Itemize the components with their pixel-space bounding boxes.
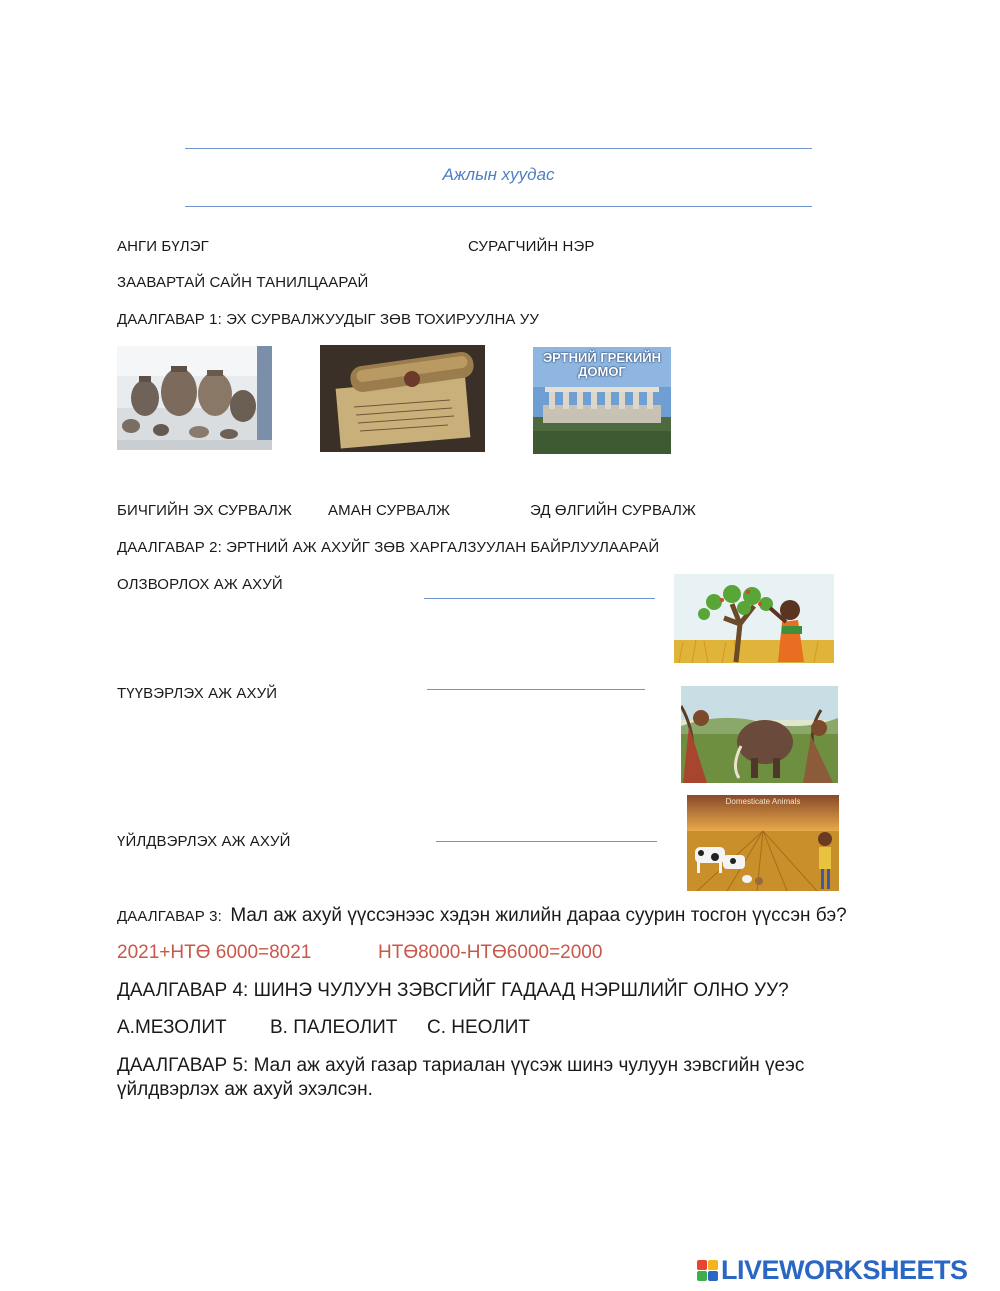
logo-square-1	[697, 1260, 707, 1270]
header-top-rule	[185, 148, 812, 149]
task3-answer-2: НТӨ8000-НТӨ6000=2000	[378, 942, 603, 963]
liveworksheets-logo-icon	[697, 1260, 718, 1281]
task4-option-a[interactable]: А.МЕЗОЛИТ	[117, 1017, 227, 1038]
economy-production-label: ҮЙЛДВЭРЛЭХ АЖ АХУЙ	[117, 833, 291, 850]
logo-square-3	[697, 1271, 707, 1281]
farming-image[interactable]	[687, 795, 839, 891]
task3-label: ДААЛГАВАР 3:	[117, 908, 222, 925]
book-title-text: ЭРТНИЙ ГРЕКИЙН ДОМОГ	[542, 350, 662, 379]
task5-line-1: ДААЛГАВАР 5: Мал аж ахуй газар тариалан үүсэж шинэ чулуун зэвсгийн үеэс	[117, 1055, 805, 1076]
instruction-text: ЗААВАРТАЙ САЙН ТАНИЛЦААРАЙ	[117, 274, 369, 291]
task3-row	[117, 905, 847, 927]
answer-line-3[interactable]	[436, 841, 657, 842]
student-name-label: СУРАГЧИЙН НЭР	[468, 238, 595, 255]
pottery-image[interactable]	[117, 346, 272, 450]
task4-option-c[interactable]: С. НЕОЛИТ	[427, 1017, 530, 1038]
task4-option-b[interactable]: В. ПАЛЕОЛИТ	[270, 1017, 398, 1038]
economy-gathering-label: ТҮҮВЭРЛЭХ АЖ АХУЙ	[117, 685, 278, 702]
logo-square-2	[708, 1260, 718, 1270]
task2-title: ДААЛГАВАР 2: ЭРТНИЙ АЖ АХУЙГ ЗӨВ ХАРГАЛЗУУЛАН БАЙРЛУУЛААРАЙ	[117, 539, 660, 556]
task3-answer-1: 2021+НТӨ 6000=8021	[117, 942, 312, 963]
answer-line-2[interactable]	[427, 689, 645, 690]
gathering-image[interactable]	[674, 574, 834, 663]
header-bottom-rule	[185, 206, 812, 207]
liveworksheets-logo[interactable]	[697, 1253, 997, 1287]
source-label-oral: АМАН СУРВАЛЖ	[328, 502, 451, 519]
answer-line-1[interactable]	[424, 598, 655, 599]
task3-question: Мал аж ахуй үүссэнээс хэдэн жилийн дараа суурин тосгон үүссэн бэ?	[230, 905, 847, 926]
greek-myths-book-image[interactable]	[533, 347, 671, 454]
scroll-image[interactable]	[320, 345, 485, 452]
task4-question: ДААЛГАВАР 4: ШИНЭ ЧУЛУУН ЗЭВСГИЙГ ГАДААД НЭРШЛИЙГ ОЛНО УУ?	[117, 980, 789, 1001]
brand-text: LIVEWORKSHEETS	[721, 1254, 968, 1285]
class-label: АНГИ БҮЛЭГ	[117, 238, 209, 255]
economy-hunting-label: ОЛЗВОРЛОХ АЖ АХУЙ	[117, 576, 283, 593]
source-label-material: ЭД ӨЛГИЙН СУРВАЛЖ	[530, 502, 696, 519]
hunting-image[interactable]	[681, 686, 838, 783]
task5-line-2: үйлдвэрлэх аж ахуй эхэлсэн.	[117, 1079, 373, 1100]
farming-image-caption: Domesticate Animals	[725, 797, 801, 806]
page-title: Ажлын хуудас	[442, 165, 555, 184]
task1-title: ДААЛГАВАР 1: ЭХ СУРВАЛЖУУДЫГ ЗӨВ ТОХИРУУЛНА УУ	[117, 311, 540, 328]
source-label-written: БИЧГИЙН ЭХ СУРВАЛЖ	[117, 502, 292, 519]
logo-square-4	[708, 1271, 718, 1281]
